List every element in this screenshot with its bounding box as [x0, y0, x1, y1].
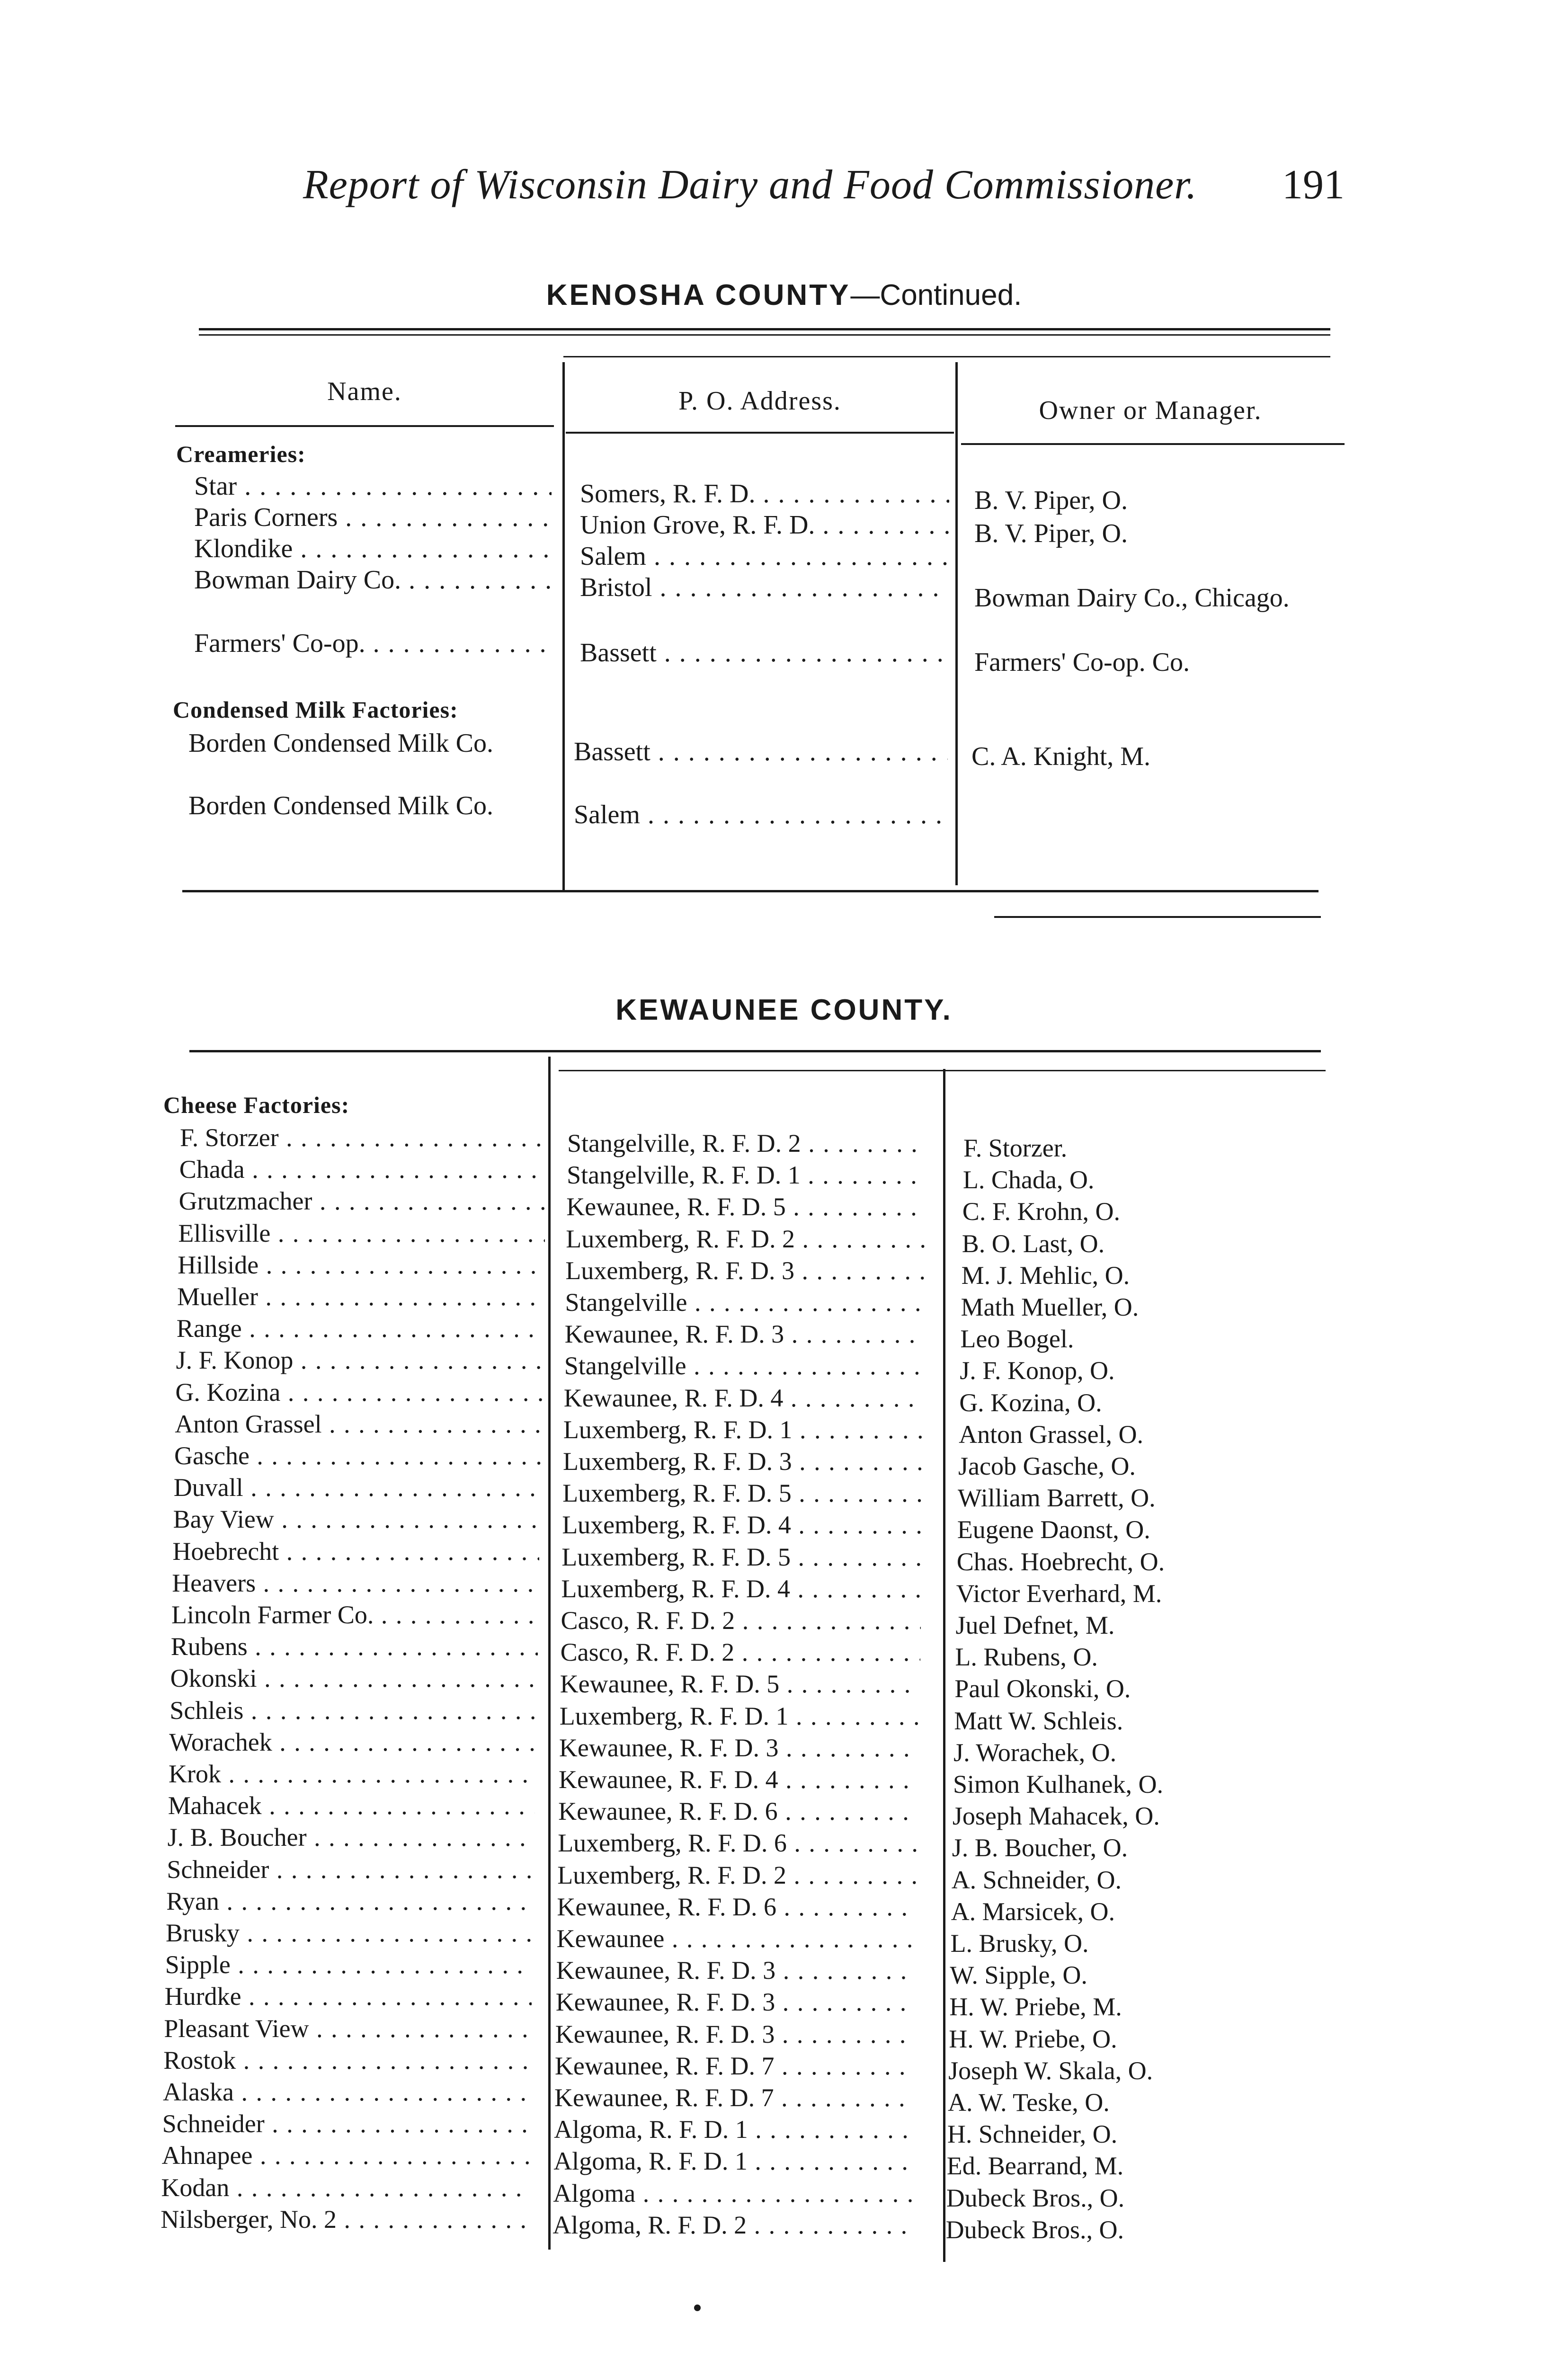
factory-address: Kewaunee, R. F. D. 5 . . .	[566, 1191, 926, 1222]
factory-address: Algoma, R. F. D. 1 . . .	[554, 2114, 914, 2145]
factory-owner: Matt W. Schleis.	[954, 1707, 1123, 1735]
kenosha-col-divider-2	[955, 362, 958, 885]
kenosha-owner-rule	[961, 443, 1345, 445]
factory-owner: A. W. Teske, O.	[948, 2088, 1110, 2117]
kenosha-bottom-rule	[182, 890, 1319, 892]
factory-owner: L. Chada, O.	[962, 1166, 1095, 1194]
factory-address: Kewaunee, R. F. D. 3 . . .	[559, 1732, 919, 1763]
creamery-name: Klondike . . .	[194, 533, 552, 564]
factory-owner: Paul Okonski, O.	[954, 1674, 1131, 1703]
factory-address: Kewaunee, R. F. D. 3 . . .	[556, 1955, 916, 1986]
factory-address: Kewaunee . . .	[557, 1923, 917, 1954]
table-row	[0, 2108, 1568, 2148]
creameries-label: Creameries:	[176, 441, 306, 467]
table-row	[0, 1790, 1568, 1830]
table-row	[0, 1472, 1568, 1512]
factory-name: Schneider . . .	[162, 2108, 529, 2139]
factory-address: Luxemberg, R. F. D. 1 . . .	[563, 1414, 923, 1445]
factory-owner: H. W. Priebe, O.	[949, 2025, 1117, 2053]
kenosha-col-owner: Owner or Manager.	[1039, 396, 1262, 425]
table-row	[0, 1695, 1568, 1735]
table-row	[0, 1249, 1568, 1290]
creamery-owner: B. V. Piper, O.	[974, 519, 1128, 548]
table-row	[0, 2172, 1568, 2212]
factory-address: Luxemberg, R. F. D. 2 . . .	[566, 1223, 926, 1255]
factory-owner: Anton Grassel, O.	[959, 1420, 1144, 1449]
factory-name: Rubens . . .	[171, 1631, 538, 1662]
factory-address: Stangelville, R. F. D. 2 . . .	[567, 1128, 927, 1159]
factory-name: Rostok . . .	[163, 2045, 530, 2076]
kewaunee-sub-rule	[559, 1070, 1326, 1071]
factory-address: Luxemberg, R. F. D. 3 . . .	[563, 1446, 923, 1477]
table-row	[0, 1886, 1568, 1926]
factory-name: Schneider . . .	[167, 1854, 534, 1885]
factory-name: Schleis . . .	[169, 1695, 536, 1726]
factory-name: Worachek . . .	[169, 1726, 536, 1758]
factory-owner: Ed. Bearrand, M.	[946, 2152, 1124, 2180]
table-row	[0, 2013, 1568, 2053]
factory-name: Nilsberger, No. 2 . . .	[160, 2204, 527, 2235]
kenosha-sub-rule	[563, 356, 1330, 357]
factory-name: Heavers . . .	[172, 1567, 539, 1599]
factory-address: Luxemberg, R. F. D. 5 . . .	[561, 1541, 921, 1573]
factory-name: Sipple . . .	[165, 1949, 532, 1980]
factory-address: Algoma, R. F. D. 1 . . .	[553, 2145, 913, 2177]
factory-address: Kewaunee, R. F. D. 4 . . .	[559, 1764, 918, 1795]
creamery-owner: Farmers' Co-op. Co.	[974, 648, 1190, 677]
factory-name: Alaska . . .	[163, 2076, 530, 2108]
factory-owner: L. Rubens, O.	[955, 1643, 1098, 1671]
factory-owner: H. Schneider, O.	[947, 2120, 1118, 2148]
factory-name: J. F. Konop . . .	[176, 1344, 543, 1376]
table-row	[0, 1377, 1568, 1417]
table-row	[0, 1599, 1568, 1639]
creamery-name: Paris Corners . . .	[194, 502, 552, 533]
creamery-address: Somers, R. F. D. . . .	[580, 478, 949, 509]
kenosha-heading-text: KENOSHA COUNTY	[546, 279, 851, 311]
factory-owner: Simon Kulhanek, O.	[953, 1770, 1163, 1798]
factory-name: Hurdke . . .	[165, 1981, 532, 2012]
factory-name: Duvall . . .	[174, 1472, 541, 1503]
factory-address: Stangelville . . .	[564, 1350, 924, 1381]
condensed-factory-name: Borden Condensed Milk Co.	[188, 729, 493, 758]
factory-address: Luxemberg, R. F. D. 4 . . .	[562, 1509, 922, 1540]
page-number: 191	[1282, 162, 1345, 208]
factory-name: J. B. Boucher . . .	[168, 1822, 535, 1853]
kenosha-top-rule	[199, 328, 1330, 330]
table-row	[0, 1758, 1568, 1798]
creamery-owner: Bowman Dairy Co., Chicago.	[974, 583, 1290, 613]
factory-owner: Leo Bogel.	[960, 1325, 1074, 1353]
factory-owner: Eugene Daonst, O.	[957, 1515, 1150, 1544]
table-row	[0, 1313, 1568, 1353]
factory-owner: Victor Everhard, M.	[956, 1579, 1162, 1608]
factory-owner: Joseph W. Skala, O.	[948, 2056, 1153, 2085]
kenosha-col-name: Name.	[327, 377, 402, 406]
factory-owner: B. O. Last, O.	[962, 1229, 1105, 1258]
factory-name: Krok . . .	[169, 1758, 535, 1789]
kenosha-col-address: P. O. Address.	[678, 386, 841, 416]
table-row	[0, 1122, 1568, 1162]
factory-address: Luxemberg, R. F. D. 2 . . .	[557, 1860, 917, 1891]
creamery-address: Union Grove, R. F. D. . . .	[580, 509, 949, 541]
factory-name: Hillside . . .	[178, 1249, 544, 1281]
table-row	[0, 1854, 1568, 1894]
factory-owner: Jacob Gasche, O.	[958, 1452, 1136, 1480]
factory-address: Luxemberg, R. F. D. 1 . . .	[560, 1700, 919, 1732]
factory-owner: W. Sipple, O.	[950, 1961, 1087, 1989]
factory-address: Luxemberg, R. F. D. 3 . . .	[565, 1255, 925, 1286]
table-row	[0, 2076, 1568, 2117]
factory-address: Kewaunee, R. F. D. 3 . . .	[556, 1986, 916, 2018]
factory-name: Brusky . . .	[166, 1917, 533, 1949]
factory-name: Ellisville . . .	[178, 1218, 545, 1249]
table-row	[0, 2045, 1568, 2085]
factory-address: Stangelville . . .	[565, 1287, 925, 1318]
factory-owner: J. F. Konop, O.	[960, 1356, 1115, 1385]
creamery-address: Bassett . . .	[580, 637, 949, 668]
factory-name: Bay View . . .	[173, 1504, 540, 1535]
table-row	[0, 1917, 1568, 1958]
factory-owner: Dubeck Bros., O.	[946, 2184, 1125, 2212]
factory-name: Mueller . . .	[177, 1281, 544, 1312]
kenosha-heading-continued: —Continued.	[850, 279, 1022, 311]
factory-owner: Chas. Hoebrecht, O.	[956, 1548, 1165, 1576]
factory-name: Gasche . . .	[174, 1440, 541, 1471]
factory-address: Kewaunee, R. F. D. 4 . . .	[564, 1382, 924, 1414]
factory-name: Okonski . . .	[170, 1663, 537, 1694]
factory-address: Kewaunee, R. F. D. 7 . . .	[554, 2082, 914, 2113]
factory-name: Ryan . . .	[166, 1886, 533, 1917]
running-head	[303, 161, 1345, 218]
table-row	[0, 1408, 1568, 1449]
creamery-name: Bowman Dairy Co. . . .	[194, 564, 552, 596]
kenosha-top-rule-2	[199, 334, 1330, 336]
condensed-factory-address: Salem . . .	[574, 799, 948, 830]
condensed-factory-address: Bassett . . .	[574, 736, 948, 767]
table-row	[0, 1440, 1568, 1480]
factory-owner: G. Kozina, O.	[959, 1388, 1102, 1417]
factory-name: Hoebrecht . . .	[172, 1536, 539, 1567]
table-row	[0, 1281, 1568, 1321]
condensed-milk-label: Condensed Milk Factories:	[173, 696, 458, 723]
creamery-name: Star . . .	[194, 471, 552, 502]
factory-name: Ahnapee . . .	[162, 2140, 529, 2171]
factory-name: Grutzmacher . . .	[179, 1185, 546, 1217]
factory-address: Kewaunee, R. F. D. 3 . . .	[555, 2019, 915, 2050]
creamery-address: Bristol . . .	[580, 572, 949, 603]
kenosha-county-heading	[0, 278, 1568, 312]
table-row	[0, 1822, 1568, 1862]
factory-address: Algoma . . .	[553, 2178, 913, 2209]
factory-owner: A. Schneider, O.	[951, 1866, 1122, 1894]
table-row	[0, 1567, 1568, 1608]
factory-name: Anton Grassel . . .	[175, 1408, 542, 1440]
factory-name: Lincoln Farmer Co. . . .	[171, 1599, 538, 1630]
factory-owner: Juel Defnet, M.	[955, 1611, 1115, 1639]
factory-owner: Dubeck Bros., O.	[945, 2216, 1124, 2244]
factory-name: Pleasant View . . .	[164, 2013, 531, 2044]
creamery-address: Salem . . .	[580, 541, 949, 572]
factory-owner: C. F. Krohn, O.	[962, 1197, 1120, 1226]
factory-name: Range . . .	[177, 1313, 543, 1344]
factory-address: Kewaunee, R. F. D. 5 . . .	[560, 1668, 920, 1700]
factory-owner: A. Marsicek, O.	[951, 1897, 1115, 1926]
table-row	[0, 1663, 1568, 1703]
cheese-factories-label: Cheese Factories:	[163, 1092, 350, 1118]
table-row	[0, 1185, 1568, 1226]
kenosha-bottom-rule-2	[994, 916, 1321, 918]
kenosha-address-rule	[566, 432, 954, 434]
table-row	[0, 1631, 1568, 1671]
factory-address: Kewaunee, R. F. D. 6 . . .	[557, 1891, 917, 1922]
table-row	[0, 2204, 1568, 2244]
factory-address: Casco, R. F. D. 2 . . .	[561, 1637, 920, 1668]
factory-address: Kewaunee, R. F. D. 3 . . .	[565, 1318, 925, 1350]
factory-address: Kewaunee, R. F. D. 6 . . .	[558, 1796, 918, 1827]
table-row	[0, 1726, 1568, 1767]
factory-name: G. Kozina . . .	[175, 1377, 542, 1408]
factory-address: Luxemberg, R. F. D. 4 . . .	[561, 1573, 921, 1604]
factory-owner: William Barrett, O.	[957, 1484, 1156, 1512]
table-row	[0, 1949, 1568, 1989]
table-row	[0, 1154, 1568, 1194]
factory-address: Algoma, R. F. D. 2 . . .	[552, 2209, 912, 2241]
factory-name: Kodan . . .	[161, 2172, 528, 2203]
factory-owner: F. Storzer.	[963, 1134, 1068, 1162]
table-row	[0, 1218, 1568, 1258]
condensed-factory-owner: C. A. Knight, M.	[971, 742, 1151, 771]
factory-name: F. Storzer . . .	[180, 1122, 547, 1153]
factory-address: Stangelville, R. F. D. 1 . . .	[567, 1159, 927, 1191]
factory-address: Luxemberg, R. F. D. 5 . . .	[562, 1477, 922, 1509]
table-row	[0, 2140, 1568, 2180]
table-row	[0, 1344, 1568, 1385]
factory-name: Chada . . .	[179, 1154, 546, 1185]
kenosha-col-divider-1	[562, 362, 565, 890]
report-title: Report of Wisconsin Dairy and Food Commissioner.	[303, 162, 1197, 208]
factory-owner: Math Mueller, O.	[961, 1293, 1139, 1321]
factory-address: Kewaunee, R. F. D. 7 . . .	[555, 2050, 915, 2082]
kewaunee-county-heading: KEWAUNEE COUNTY.	[615, 994, 953, 1026]
table-row	[0, 1536, 1568, 1576]
factory-owner: Joseph Mahacek, O.	[952, 1802, 1160, 1830]
factory-address: Luxemberg, R. F. D. 6 . . .	[558, 1827, 918, 1859]
factory-address: Casco, R. F. D. 2 . . .	[561, 1605, 921, 1636]
kenosha-name-rule	[175, 425, 554, 427]
factory-owner: H. W. Priebe, M.	[949, 1993, 1122, 2021]
factory-owner: J. Worachek, O.	[953, 1738, 1117, 1767]
kewaunee-top-rule	[189, 1050, 1321, 1052]
creamery-name: Farmers' Co-op. . . .	[194, 628, 552, 659]
factory-owner: L. Brusky, O.	[950, 1929, 1089, 1958]
factory-owner: M. J. Mehlic, O.	[961, 1261, 1130, 1290]
factory-owner: J. B. Boucher, O.	[952, 1833, 1128, 1862]
table-row	[0, 1504, 1568, 1544]
factory-name: Mahacek . . .	[168, 1790, 535, 1821]
page-mark	[694, 2305, 701, 2311]
condensed-factory-name: Borden Condensed Milk Co.	[188, 791, 493, 820]
table-row	[0, 1981, 1568, 2021]
creamery-owner: B. V. Piper, O.	[974, 486, 1128, 515]
